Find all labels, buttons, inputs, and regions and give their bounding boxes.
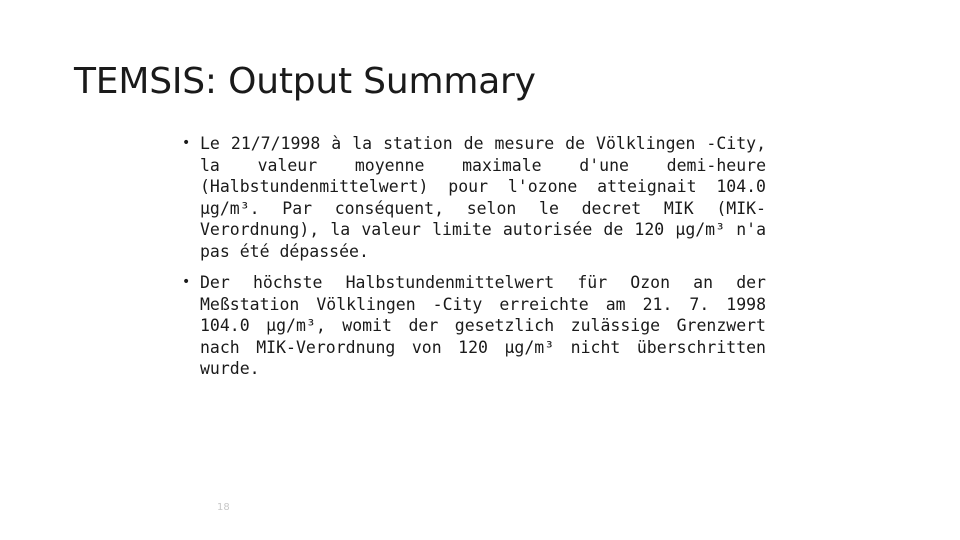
- bullet-text: Le 21/7/1998 à la station de mesure de Völklingen -City, la valeur moyenne maximale d'une demi-heure (Halbstundenmittelwert) pour l'ozone atteignait 104.0 µg/m³. Par conséquent, selon le decret MIK (MIK-Verordnung), la valeur limite autorisée de 120 µg/m³ n'a pas été dépassée.: [200, 134, 766, 261]
- bullet-icon: •: [182, 135, 191, 151]
- bullet-list: [176, 133, 766, 380]
- bullet-item-german: [176, 272, 766, 380]
- slide-number: 18: [217, 502, 230, 513]
- bullet-item-french: [176, 133, 766, 262]
- bullet-text: Der höchste Halbstundenmittelwert für Ozon an der Meßstation Völklingen -City erreichte am 21. 7. 1998 104.0 µg/m³, womit der gesetzlich zulässige Grenzwert nach MIK-Verordnung von 120 µg/m³ nicht überschritten wurde.: [200, 273, 766, 378]
- bullet-icon: •: [182, 274, 191, 290]
- slide-title: TEMSIS: Output Summary: [74, 61, 536, 102]
